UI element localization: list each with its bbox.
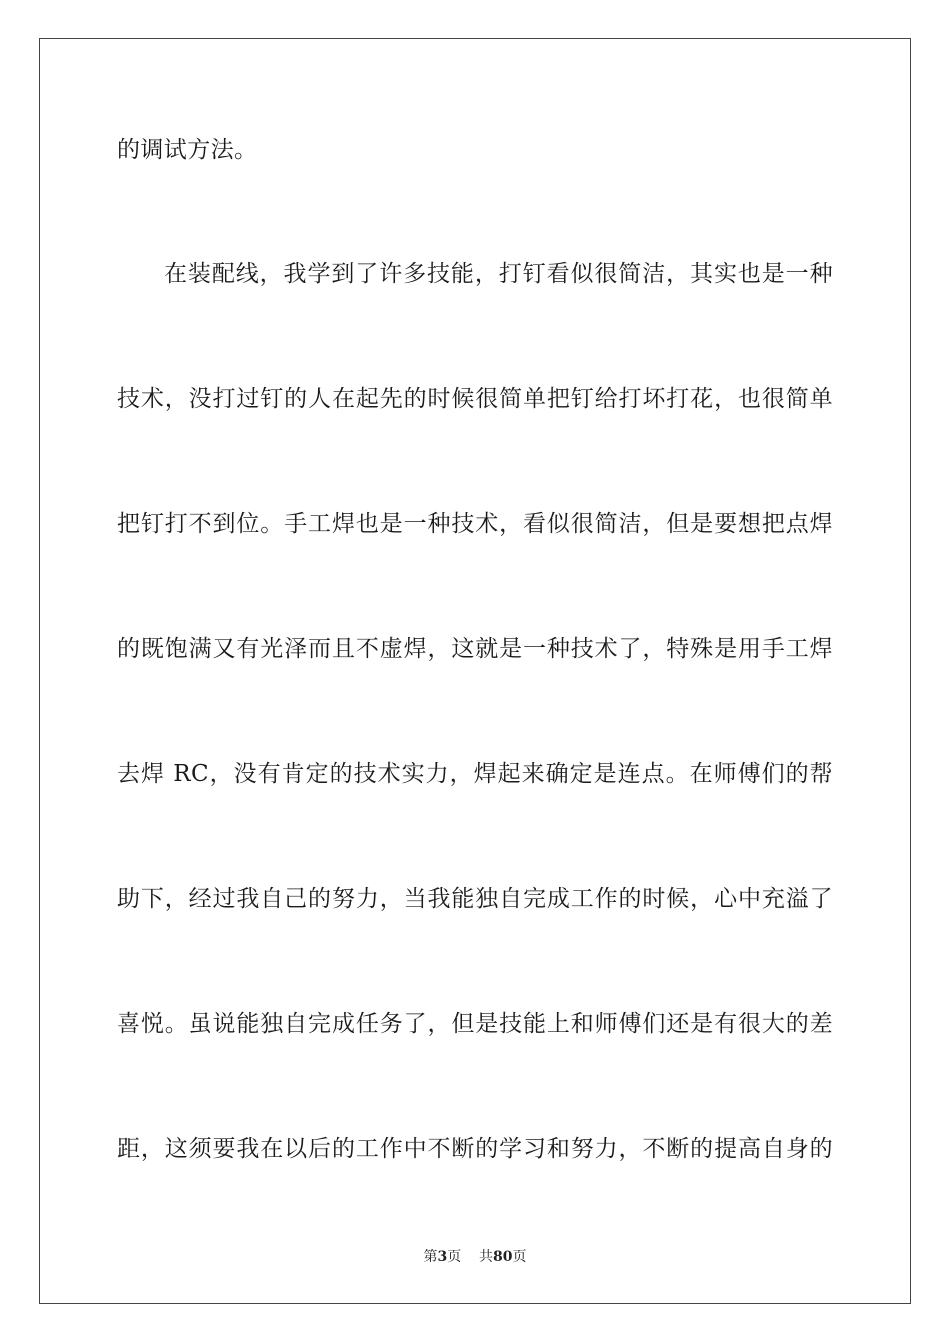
page-border bbox=[39, 38, 911, 1304]
text-line-3: 技术，没打过钉的人在起先的时候很简单把钉给打坏打花，也很简单 bbox=[117, 386, 833, 412]
total-pages: 80 bbox=[493, 1249, 513, 1265]
text-line-1: 的调试方法。 bbox=[117, 137, 258, 163]
text-line-7: 助下，经过我自己的努力，当我能独自完成工作的时候，心中充溢了 bbox=[117, 886, 833, 912]
text-line-5: 的既饱满又有光泽而且不虚焊，这就是一种技术了，特殊是用手工焊 bbox=[117, 636, 833, 662]
page-suffix: 页 bbox=[447, 1249, 462, 1265]
text-line-6: 去焊 RC，没有肯定的技术实力，焊起来确定是连点。在师傅们的帮 bbox=[117, 761, 833, 787]
text-line-9: 距，这须要我在以后的工作中不断的学习和努力，不断的提高自身的 bbox=[117, 1136, 833, 1162]
page-number: 3 bbox=[437, 1249, 448, 1265]
text-line-8: 喜悦。虽说能独自完成任务了，但是技能上和师傅们还是有很大的差 bbox=[117, 1011, 833, 1037]
page-footer bbox=[0, 1248, 950, 1266]
page-prefix: 第 bbox=[423, 1249, 438, 1265]
text-line-4: 把钉打不到位。手工焊也是一种技术，看似很简洁，但是要想把点焊 bbox=[117, 511, 833, 537]
total-prefix: 共 bbox=[479, 1249, 494, 1265]
text-line-2: 在装配线，我学到了许多技能，打钉看似很简洁，其实也是一种 bbox=[164, 261, 833, 287]
total-suffix: 页 bbox=[512, 1249, 527, 1265]
